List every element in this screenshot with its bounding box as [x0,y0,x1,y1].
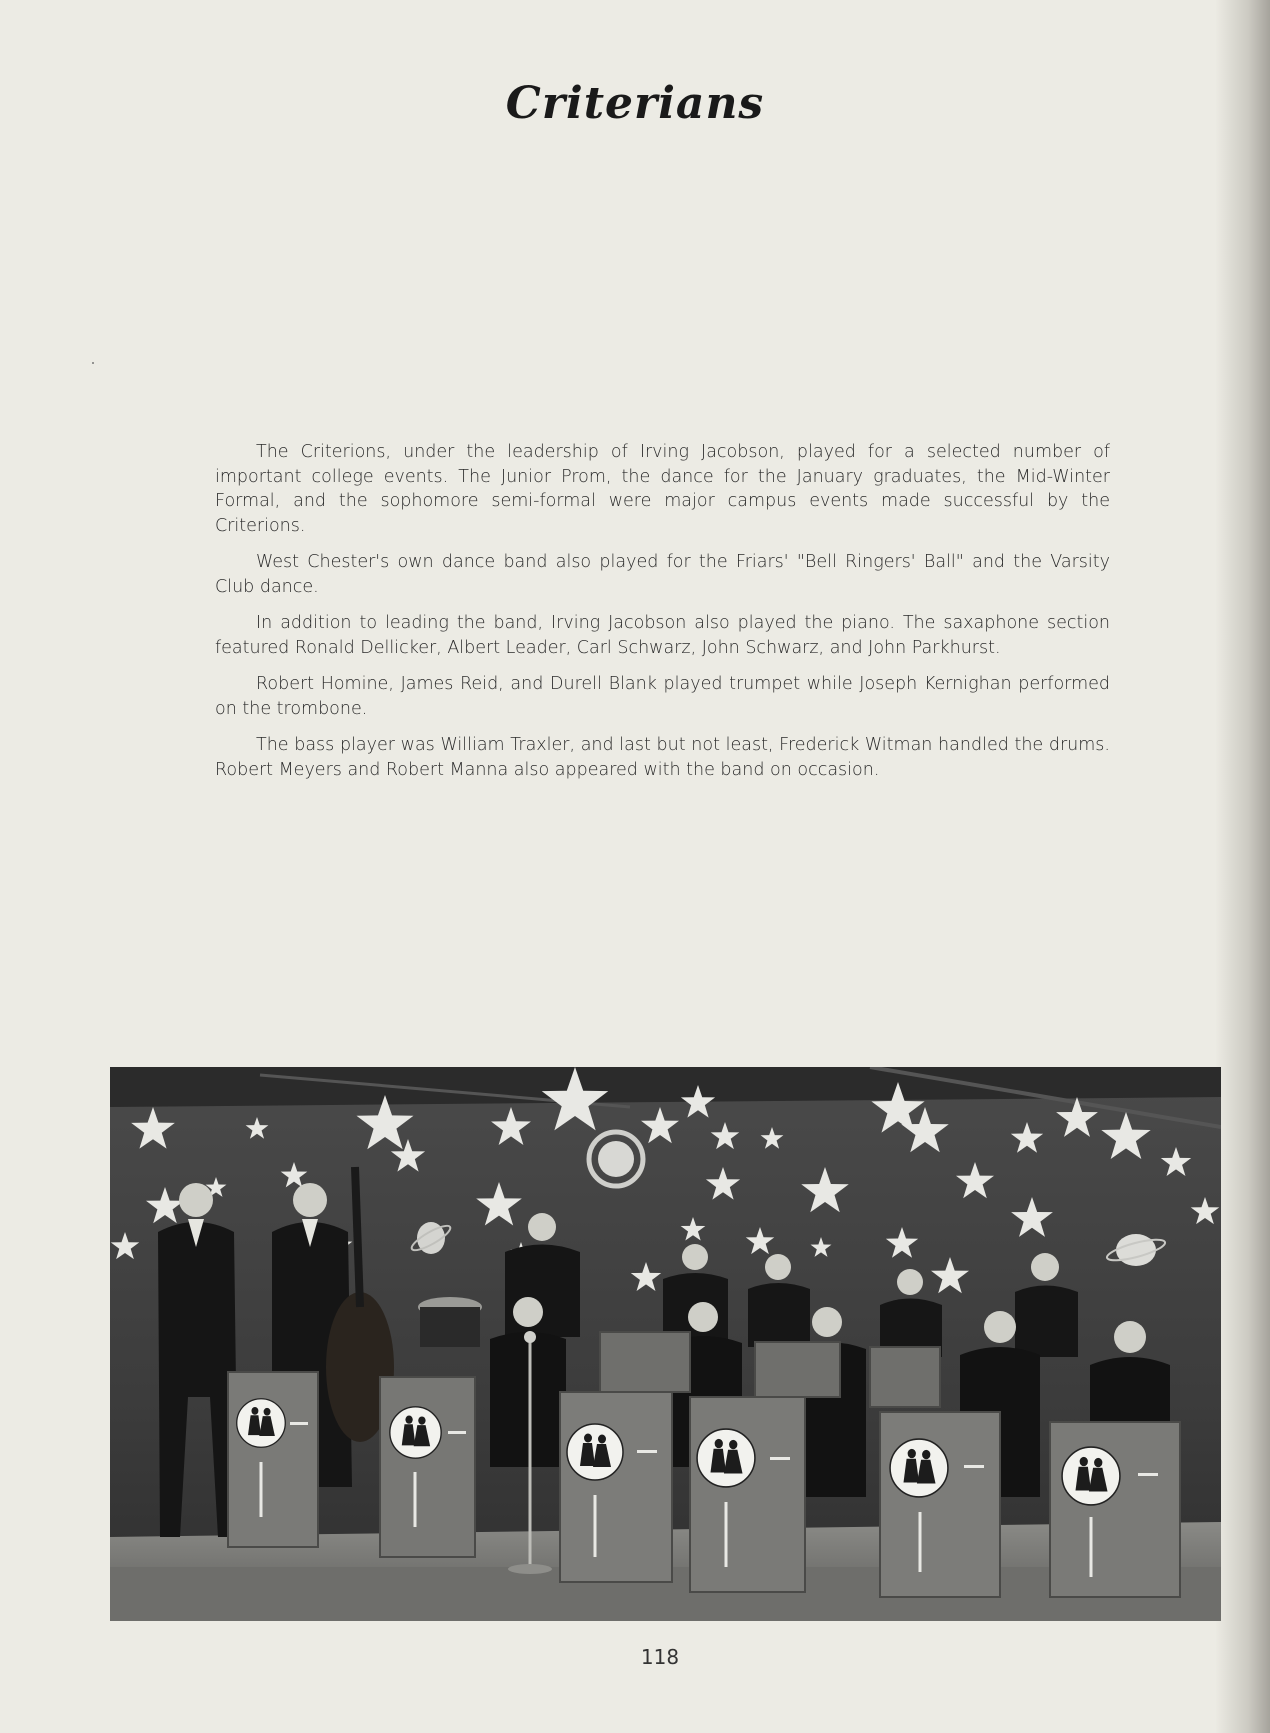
page-title: Criterians [505,78,765,129]
band-photo-illustration [110,1067,1221,1621]
paragraph-2: West Chester's own dance band also played for the Friars' "Bell Ringers' Ball" and the Varsity Club dance. [215,552,1110,597]
scan-speck [92,362,94,364]
page-number: 118 [640,1645,680,1669]
paragraph-4: Robert Homine, James Reid, and Durell Blank played trumpet while Joseph Kernighan performed on the trombone. [215,674,1110,719]
article-body [215,440,1110,794]
paragraph-1: The Criterions, under the leadership of Irving Jacobson, played for a selected number of important college events. The Junior Prom, the dance for the January graduates, the Mid-Winter Formal, and the sophomore semi-formal were major campus events made successful by the Criterions. [215,442,1110,536]
paragraph-3: In addition to leading the band, Irving Jacobson also played the piano. The saxaphone section featured Ronald Dellicker, Albert Leader, Carl Schwarz, John Schwarz, and John Parkhurst. [215,613,1110,658]
page-edge-shadow [1215,0,1270,1733]
paragraph-5: The bass player was William Traxler, and last but not least, Frederick Witman handled the drums. Robert Meyers and Robert Manna also appeared with the band on occasion. [215,735,1110,780]
band-photograph [110,1067,1221,1621]
